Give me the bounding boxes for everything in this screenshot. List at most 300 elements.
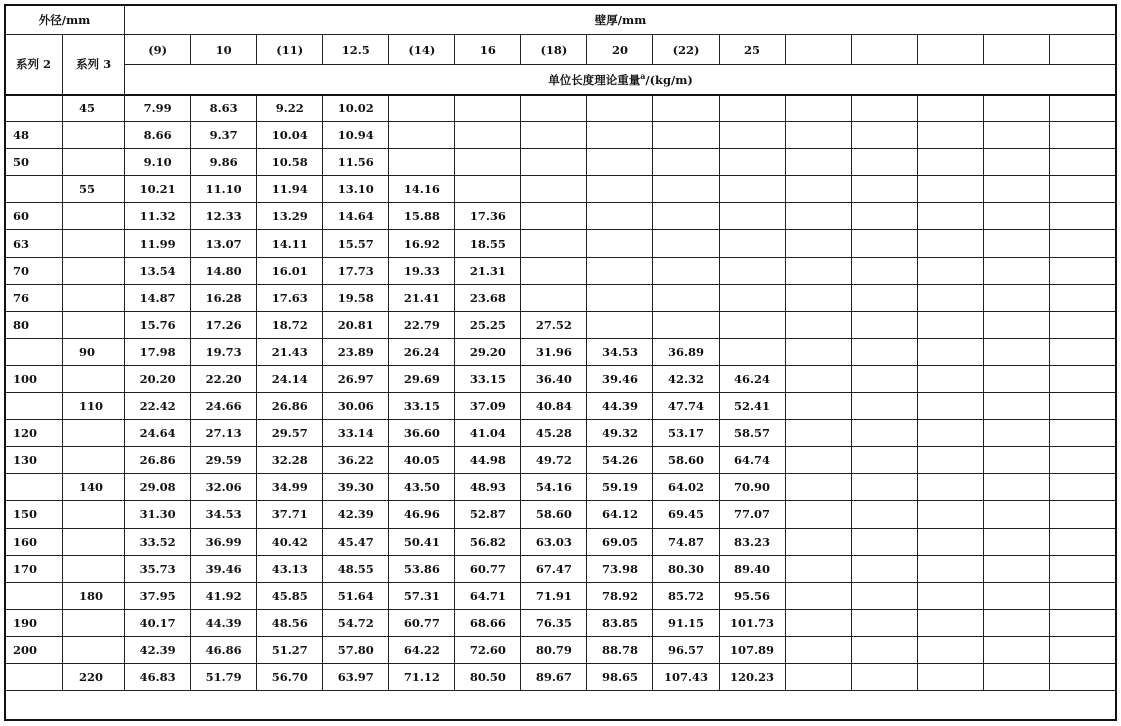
weight-cell: [785, 149, 851, 176]
weight-cell: 15.57: [323, 230, 389, 257]
series2-cell: 60: [5, 203, 63, 230]
weight-cell: [455, 122, 521, 149]
weight-cell: 26.24: [389, 338, 455, 365]
weight-cell: 46.86: [191, 636, 257, 663]
weight-cell: 34.99: [257, 474, 323, 501]
weight-cell: [719, 230, 785, 257]
weight-cell: 10.21: [125, 176, 191, 203]
weight-cell: [983, 284, 1049, 311]
weight-cell: 39.30: [323, 474, 389, 501]
weight-cell: [521, 257, 587, 284]
table-row: [5, 663, 1117, 690]
weight-cell: [917, 393, 983, 420]
weight-cell: 54.72: [323, 609, 389, 636]
weight-cell: 40.17: [125, 609, 191, 636]
weight-cell: [785, 311, 851, 338]
weight-cell: 9.22: [257, 95, 323, 122]
weight-cell: [851, 636, 917, 663]
weight-cell: [785, 122, 851, 149]
weight-cell: 51.64: [323, 582, 389, 609]
weight-cell: 98.65: [587, 663, 653, 690]
weight-cell: 17.63: [257, 284, 323, 311]
weight-cell: [389, 95, 455, 122]
weight-cell: 29.20: [455, 338, 521, 365]
weight-cell: [983, 501, 1049, 528]
series3-cell: [63, 447, 125, 474]
weight-cell: [785, 663, 851, 690]
weight-cell: [521, 149, 587, 176]
weight-cell: [917, 230, 983, 257]
weight-cell: 53.86: [389, 555, 455, 582]
table-row: [5, 420, 1117, 447]
weight-cell: 13.07: [191, 230, 257, 257]
weight-cell: [851, 203, 917, 230]
series2-cell: [5, 474, 63, 501]
weight-cell: [983, 636, 1049, 663]
weight-cell: 31.96: [521, 338, 587, 365]
weight-cell: [917, 95, 983, 122]
weight-cell: [851, 122, 917, 149]
weight-cell: 85.72: [653, 582, 719, 609]
series3-cell: 90: [63, 338, 125, 365]
weight-cell: 76.35: [521, 609, 587, 636]
weight-cell: 43.50: [389, 474, 455, 501]
weight-cell: [653, 122, 719, 149]
weight-cell: [1049, 149, 1116, 176]
series2-cell: 150: [5, 501, 63, 528]
weight-cell: 48.56: [257, 609, 323, 636]
weight-cell: 91.15: [653, 609, 719, 636]
series3-header: 系列 3: [63, 35, 125, 95]
weight-cell: 17.26: [191, 311, 257, 338]
weight-cell: [389, 149, 455, 176]
weight-cell: 71.91: [521, 582, 587, 609]
weight-cell: [851, 365, 917, 392]
weight-cell: [917, 149, 983, 176]
weight-cell: [917, 122, 983, 149]
weight-cell: 36.40: [521, 365, 587, 392]
table-row: [5, 203, 1117, 230]
weight-cell: 32.06: [191, 474, 257, 501]
table-row: [5, 555, 1117, 582]
weight-cell: [587, 284, 653, 311]
weight-cell: 71.12: [389, 663, 455, 690]
weight-cell: 120.23: [719, 663, 785, 690]
weight-cell: [983, 474, 1049, 501]
table-row: [5, 95, 1117, 122]
weight-cell: 64.71: [455, 582, 521, 609]
weight-cell: [851, 447, 917, 474]
weight-cell: [917, 176, 983, 203]
weight-cell: 77.07: [719, 501, 785, 528]
weight-cell: 49.32: [587, 420, 653, 447]
weight-cell: [389, 122, 455, 149]
weight-cell: 24.66: [191, 393, 257, 420]
weight-cell: [917, 203, 983, 230]
weight-cell: [521, 95, 587, 122]
weight-cell: [1049, 663, 1116, 690]
series3-cell: [63, 609, 125, 636]
series3-cell: [63, 257, 125, 284]
weight-cell: [851, 474, 917, 501]
weight-cell: 46.24: [719, 365, 785, 392]
weight-cell: [785, 284, 851, 311]
weight-cell: 48.55: [323, 555, 389, 582]
weight-cell: [917, 447, 983, 474]
series2-cell: [5, 582, 63, 609]
weight-cell: 69.45: [653, 501, 719, 528]
weight-cell: [521, 284, 587, 311]
weight-cell: 19.73: [191, 338, 257, 365]
weight-cell: 32.28: [257, 447, 323, 474]
series3-cell: [63, 501, 125, 528]
weight-cell: [719, 149, 785, 176]
weight-cell: 7.99: [125, 95, 191, 122]
weight-cell: [851, 501, 917, 528]
weight-cell: 18.55: [455, 230, 521, 257]
weight-cell: 64.02: [653, 474, 719, 501]
weight-cell: [785, 393, 851, 420]
weight-cell: [1049, 311, 1116, 338]
weight-cell: [785, 420, 851, 447]
table-row: [5, 149, 1117, 176]
weight-cell: 22.20: [191, 365, 257, 392]
table-row: [5, 636, 1117, 663]
table-row: [5, 230, 1117, 257]
weight-cell: 57.80: [323, 636, 389, 663]
weight-cell: 88.78: [587, 636, 653, 663]
weight-cell: [851, 609, 917, 636]
weight-cell: 107.43: [653, 663, 719, 690]
series2-cell: [5, 95, 63, 122]
series2-cell: 50: [5, 149, 63, 176]
weight-cell: 78.92: [587, 582, 653, 609]
weight-cell: 58.60: [653, 447, 719, 474]
weight-cell: [653, 230, 719, 257]
weight-cell: [917, 474, 983, 501]
weight-cell: [1049, 636, 1116, 663]
weight-cell: 13.10: [323, 176, 389, 203]
weight-cell: [917, 555, 983, 582]
weight-cell: 48.93: [455, 474, 521, 501]
table-row: [5, 122, 1117, 149]
weight-cell: 39.46: [587, 365, 653, 392]
thickness-header: [851, 35, 917, 65]
series3-cell: 220: [63, 663, 125, 690]
weight-cell: 45.28: [521, 420, 587, 447]
weight-cell: [983, 257, 1049, 284]
weight-cell: 24.14: [257, 365, 323, 392]
weight-cell: 11.10: [191, 176, 257, 203]
weight-cell: 58.60: [521, 501, 587, 528]
weight-cell: 33.52: [125, 528, 191, 555]
series3-cell: [63, 230, 125, 257]
series2-cell: 70: [5, 257, 63, 284]
weight-cell: [917, 663, 983, 690]
weight-cell: 19.58: [323, 284, 389, 311]
thickness-header: 10: [191, 35, 257, 65]
weight-cell: [455, 149, 521, 176]
weight-cell: [1049, 447, 1116, 474]
weight-cell: 21.31: [455, 257, 521, 284]
weight-cell: 25.25: [455, 311, 521, 338]
series2-cell: 100: [5, 365, 63, 392]
series2-cell: 76: [5, 284, 63, 311]
weight-cell: [983, 122, 1049, 149]
weight-cell: [785, 257, 851, 284]
weight-cell: 37.95: [125, 582, 191, 609]
weight-cell: [521, 230, 587, 257]
weight-cell: 68.66: [455, 609, 521, 636]
weight-cell: 95.56: [719, 582, 785, 609]
thickness-header: [1049, 35, 1116, 65]
weight-cell: [587, 311, 653, 338]
weight-cell: 15.76: [125, 311, 191, 338]
weight-cell: 51.79: [191, 663, 257, 690]
weight-cell: 11.32: [125, 203, 191, 230]
weight-cell: [1049, 176, 1116, 203]
table-row: [5, 393, 1117, 420]
weight-cell: 36.60: [389, 420, 455, 447]
weight-cell: [587, 203, 653, 230]
weight-cell: 36.99: [191, 528, 257, 555]
weight-cell: [983, 176, 1049, 203]
table-row: [5, 609, 1117, 636]
weight-cell: 19.33: [389, 257, 455, 284]
weight-cell: [719, 284, 785, 311]
series3-cell: [63, 311, 125, 338]
weight-cell: [1049, 609, 1116, 636]
weight-cell: [785, 338, 851, 365]
table-row: [5, 338, 1117, 365]
thickness-header: (18): [521, 35, 587, 65]
table-row: [5, 501, 1117, 528]
series3-cell: [63, 284, 125, 311]
weight-cell: [1049, 257, 1116, 284]
series3-cell: [63, 122, 125, 149]
weight-cell: [917, 501, 983, 528]
weight-cell: 11.94: [257, 176, 323, 203]
weight-cell: 10.04: [257, 122, 323, 149]
series3-cell: 180: [63, 582, 125, 609]
weight-cell: 16.01: [257, 257, 323, 284]
wall-thickness-header: 壁厚/mm: [125, 5, 1117, 35]
series3-cell: [63, 149, 125, 176]
weight-cell: 26.86: [125, 447, 191, 474]
weight-cell: 101.73: [719, 609, 785, 636]
weight-cell: [917, 420, 983, 447]
weight-cell: 17.98: [125, 338, 191, 365]
weight-cell: 15.88: [389, 203, 455, 230]
weight-cell: 33.14: [323, 420, 389, 447]
series3-cell: [63, 528, 125, 555]
weight-cell: 74.87: [653, 528, 719, 555]
weight-cell: [785, 501, 851, 528]
weight-cell: 10.58: [257, 149, 323, 176]
weight-cell: [983, 663, 1049, 690]
weight-cell: 46.96: [389, 501, 455, 528]
weight-cell: 34.53: [191, 501, 257, 528]
weight-cell: [455, 95, 521, 122]
weight-cell: [851, 257, 917, 284]
weight-cell: 54.26: [587, 447, 653, 474]
series3-cell: [63, 555, 125, 582]
weight-cell: 80.50: [455, 663, 521, 690]
weight-cell: [455, 176, 521, 203]
weight-cell: [785, 636, 851, 663]
weight-cell: 83.85: [587, 609, 653, 636]
series2-cell: 190: [5, 609, 63, 636]
weight-cell: [521, 176, 587, 203]
weight-cell: [719, 176, 785, 203]
weight-cell: 20.81: [323, 311, 389, 338]
weight-cell: 51.27: [257, 636, 323, 663]
weight-cell: [983, 420, 1049, 447]
weight-cell: [653, 311, 719, 338]
weight-cell: [719, 311, 785, 338]
weight-cell: [983, 609, 1049, 636]
thickness-header: [785, 35, 851, 65]
thickness-header: 16: [455, 35, 521, 65]
weight-cell: 63.03: [521, 528, 587, 555]
weight-cell: [983, 528, 1049, 555]
weight-cell: 54.16: [521, 474, 587, 501]
weight-cell: 9.10: [125, 149, 191, 176]
weight-cell: 70.90: [719, 474, 785, 501]
weight-cell: 41.92: [191, 582, 257, 609]
weight-cell: 9.86: [191, 149, 257, 176]
weight-cell: [1049, 555, 1116, 582]
weight-cell: [719, 338, 785, 365]
weight-cell: 45.47: [323, 528, 389, 555]
footnote-marker: a: [640, 70, 646, 81]
weight-cell: 58.57: [719, 420, 785, 447]
weight-cell: 10.94: [323, 122, 389, 149]
weight-cell: 23.89: [323, 338, 389, 365]
weight-cell: 22.79: [389, 311, 455, 338]
weight-cell: 9.37: [191, 122, 257, 149]
weight-cell: 37.09: [455, 393, 521, 420]
weight-cell: [917, 609, 983, 636]
weight-cell: 29.57: [257, 420, 323, 447]
table-row: [5, 176, 1117, 203]
weight-cell: [983, 582, 1049, 609]
series3-cell: 110: [63, 393, 125, 420]
weight-cell: 53.17: [653, 420, 719, 447]
weight-cell: 8.63: [191, 95, 257, 122]
series2-cell: 120: [5, 420, 63, 447]
series2-cell: 160: [5, 528, 63, 555]
weight-cell: [1049, 122, 1116, 149]
weight-cell: 18.72: [257, 311, 323, 338]
weight-cell: [1049, 95, 1116, 122]
weight-cell: 40.05: [389, 447, 455, 474]
weight-cell: 29.59: [191, 447, 257, 474]
unit-weight-suffix: /(kg/m): [645, 72, 693, 87]
unit-weight-header: [125, 65, 1117, 95]
weight-cell: 34.53: [587, 338, 653, 365]
weight-cell: 80.30: [653, 555, 719, 582]
weight-cell: [851, 582, 917, 609]
weight-cell: 57.31: [389, 582, 455, 609]
weight-cell: 26.97: [323, 365, 389, 392]
weight-cell: [917, 311, 983, 338]
weight-cell: [983, 447, 1049, 474]
pipe-weight-table: [4, 4, 1117, 691]
weight-cell: 60.77: [389, 609, 455, 636]
weight-cell: 24.64: [125, 420, 191, 447]
thickness-header: 25: [719, 35, 785, 65]
series3-cell: 140: [63, 474, 125, 501]
weight-cell: [983, 149, 1049, 176]
weight-cell: 23.68: [455, 284, 521, 311]
weight-cell: [917, 338, 983, 365]
weight-cell: [851, 284, 917, 311]
weight-cell: [785, 555, 851, 582]
weight-cell: [785, 176, 851, 203]
table-row: [5, 447, 1117, 474]
series3-cell: [63, 365, 125, 392]
weight-cell: [851, 420, 917, 447]
weight-cell: 36.22: [323, 447, 389, 474]
weight-cell: 52.87: [455, 501, 521, 528]
weight-cell: [1049, 338, 1116, 365]
thickness-header: (22): [653, 35, 719, 65]
series3-cell: [63, 203, 125, 230]
thickness-header: [917, 35, 983, 65]
weight-cell: [983, 393, 1049, 420]
weight-cell: [851, 528, 917, 555]
weight-cell: [917, 636, 983, 663]
weight-cell: [785, 447, 851, 474]
weight-cell: [587, 122, 653, 149]
weight-cell: [917, 365, 983, 392]
weight-cell: 49.72: [521, 447, 587, 474]
weight-cell: [983, 311, 1049, 338]
series2-cell: [5, 338, 63, 365]
series2-cell: [5, 663, 63, 690]
weight-cell: [851, 149, 917, 176]
thickness-header: 20: [587, 35, 653, 65]
series2-cell: 63: [5, 230, 63, 257]
weight-cell: 50.41: [389, 528, 455, 555]
weight-cell: 56.70: [257, 663, 323, 690]
weight-cell: [785, 230, 851, 257]
weight-cell: [719, 122, 785, 149]
weight-cell: 21.43: [257, 338, 323, 365]
table-row: [5, 365, 1117, 392]
thickness-header: [983, 35, 1049, 65]
weight-cell: 35.73: [125, 555, 191, 582]
weight-cell: [785, 203, 851, 230]
weight-cell: 56.82: [455, 528, 521, 555]
weight-cell: [719, 95, 785, 122]
weight-cell: [1049, 420, 1116, 447]
series2-cell: 200: [5, 636, 63, 663]
weight-cell: [587, 257, 653, 284]
weight-cell: [785, 609, 851, 636]
weight-cell: 80.79: [521, 636, 587, 663]
weight-cell: 29.69: [389, 365, 455, 392]
weight-cell: [587, 230, 653, 257]
thickness-header: (11): [257, 35, 323, 65]
weight-cell: 29.08: [125, 474, 191, 501]
weight-cell: 14.80: [191, 257, 257, 284]
series3-cell: 55: [63, 176, 125, 203]
weight-cell: [521, 203, 587, 230]
weight-cell: [521, 122, 587, 149]
weight-cell: 64.12: [587, 501, 653, 528]
